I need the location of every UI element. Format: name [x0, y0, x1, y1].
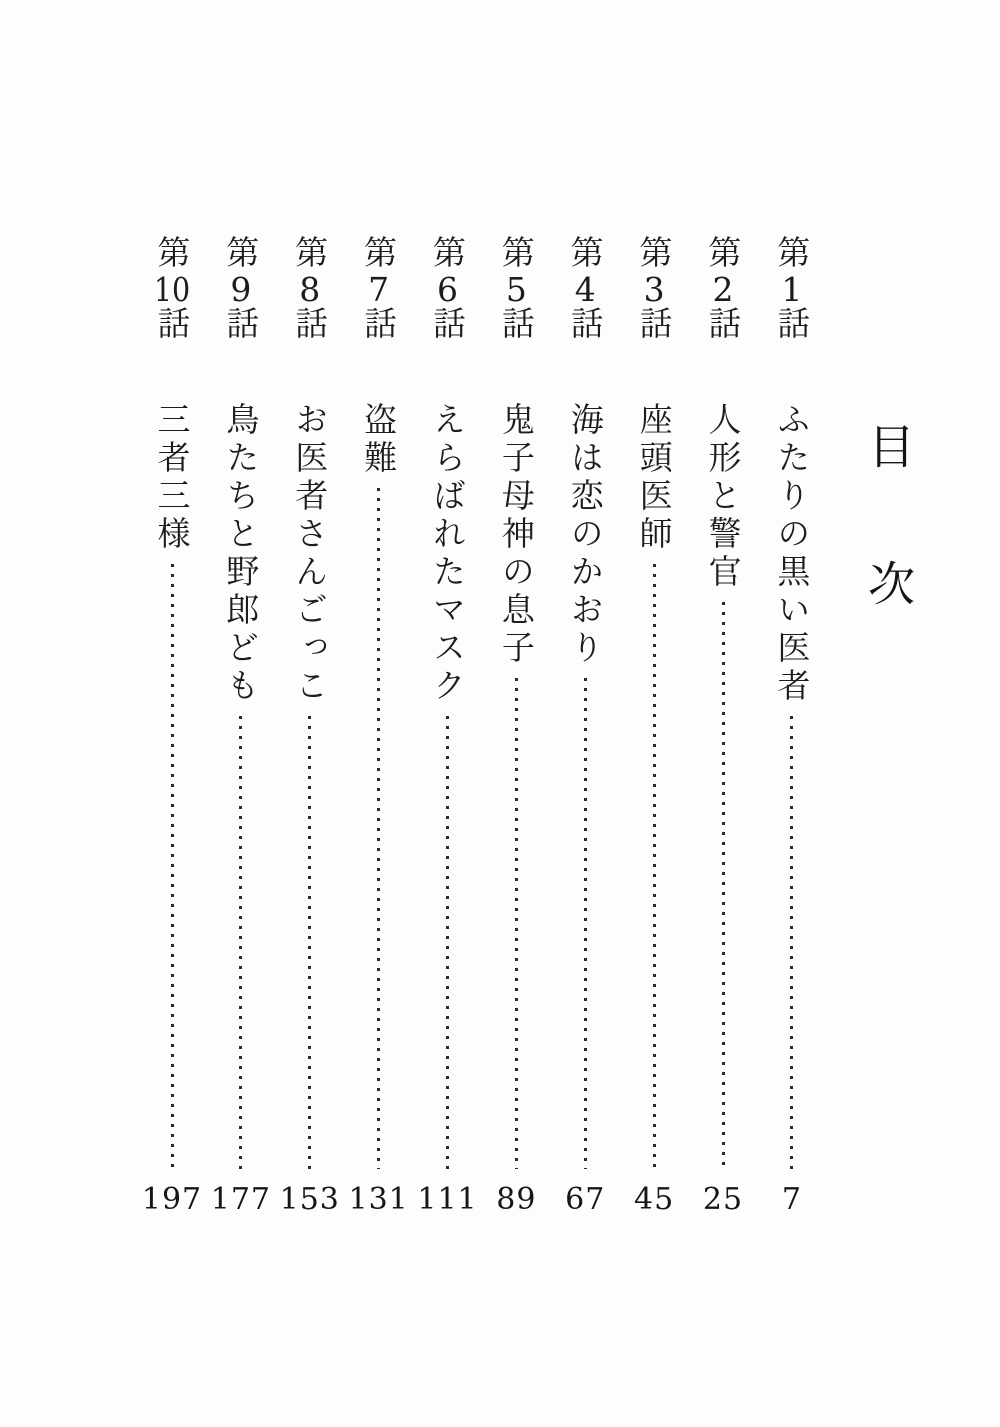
chapter-title: 鬼子母神の息子	[496, 402, 536, 668]
chapter-suffix: 話	[703, 306, 743, 344]
chapter-title: 三者三様	[152, 402, 192, 554]
chapter-label	[355, 235, 402, 402]
page-number: 7	[781, 1181, 802, 1217]
toc-heading: 目次	[860, 422, 915, 696]
toc-entry-2	[703, 235, 743, 1225]
chapter-suffix: 話	[428, 306, 467, 344]
toc-entry-8	[279, 235, 340, 1225]
toc-entry-7	[348, 235, 409, 1225]
chapter-suffix: 話	[221, 306, 261, 344]
chapter-number: 3	[643, 273, 665, 306]
dot-leader	[377, 488, 380, 1169]
page-number: 131	[348, 1181, 409, 1217]
chapter-number: 5	[505, 273, 527, 306]
chapter-number: 10	[153, 273, 191, 306]
chapter-title: 鳥たちと野郎ども	[221, 402, 261, 706]
chapter-label	[217, 235, 264, 402]
chapter-suffix: 話	[152, 306, 192, 344]
chapter-prefix: 第	[359, 235, 399, 273]
chapter-number: 8	[299, 273, 321, 306]
page-number: 197	[141, 1181, 203, 1217]
chapter-suffix: 話	[359, 306, 399, 344]
page-number: 25	[702, 1181, 744, 1217]
chapter-label	[286, 235, 333, 402]
toc-list	[141, 235, 812, 1225]
chapter-number: 7	[368, 273, 390, 306]
toc-entry-1	[772, 235, 812, 1225]
chapter-prefix: 第	[772, 235, 812, 273]
chapter-title: 盗難	[359, 402, 399, 478]
chapter-suffix: 話	[772, 306, 812, 344]
chapter-label	[149, 235, 196, 402]
chapter-label	[424, 235, 471, 402]
page-number: 177	[210, 1181, 272, 1217]
dot-leader	[584, 678, 587, 1169]
dot-leader	[239, 716, 242, 1169]
chapter-prefix: 第	[290, 235, 330, 273]
toc-entry-3	[634, 235, 674, 1225]
chapter-title: ふたりの黒い医者	[772, 402, 812, 706]
chapter-title: お医者さんごっこ	[290, 402, 330, 706]
toc-entry-6	[417, 235, 478, 1225]
chapter-suffix: 話	[634, 306, 674, 344]
chapter-title: 海は恋のかおり	[565, 402, 605, 668]
dot-leader	[653, 564, 656, 1169]
chapter-label	[562, 235, 609, 402]
chapter-title: 人形と警官	[703, 402, 743, 592]
chapter-number: 6	[437, 273, 458, 306]
chapter-label	[768, 235, 815, 402]
page-number: 89	[496, 1181, 537, 1217]
chapter-number: 4	[574, 273, 596, 306]
page-number: 67	[565, 1181, 606, 1217]
chapter-title: 座頭医師	[634, 402, 674, 554]
dot-leader	[790, 716, 793, 1169]
chapter-number: 2	[712, 273, 734, 306]
page-number: 111	[417, 1181, 478, 1217]
page-number: 45	[634, 1181, 675, 1217]
dot-leader	[446, 716, 449, 1169]
chapter-suffix: 話	[565, 306, 605, 344]
chapter-number: 9	[230, 273, 252, 306]
chapter-prefix: 第	[565, 235, 605, 273]
chapter-prefix: 第	[496, 235, 536, 273]
chapter-prefix: 第	[634, 235, 674, 273]
dot-leader	[722, 602, 725, 1169]
toc-entry-10	[141, 235, 203, 1225]
chapter-suffix: 話	[290, 306, 330, 344]
toc-entry-5	[496, 235, 536, 1225]
chapter-label	[493, 235, 540, 402]
dot-leader	[308, 716, 311, 1169]
chapter-label	[700, 235, 747, 402]
chapter-prefix: 第	[152, 235, 192, 273]
dot-leader	[515, 678, 518, 1169]
dot-leader	[171, 564, 174, 1169]
chapter-prefix: 第	[221, 235, 261, 273]
chapter-number: 1	[781, 273, 803, 306]
toc-entry-9	[210, 235, 272, 1225]
toc-entry-4	[565, 235, 605, 1225]
chapter-label	[631, 235, 678, 402]
chapter-title: えらばれたマスク	[428, 402, 467, 706]
chapter-suffix: 話	[496, 306, 536, 344]
page-number: 153	[279, 1181, 340, 1217]
chapter-prefix: 第	[703, 235, 743, 273]
chapter-prefix: 第	[428, 235, 467, 273]
